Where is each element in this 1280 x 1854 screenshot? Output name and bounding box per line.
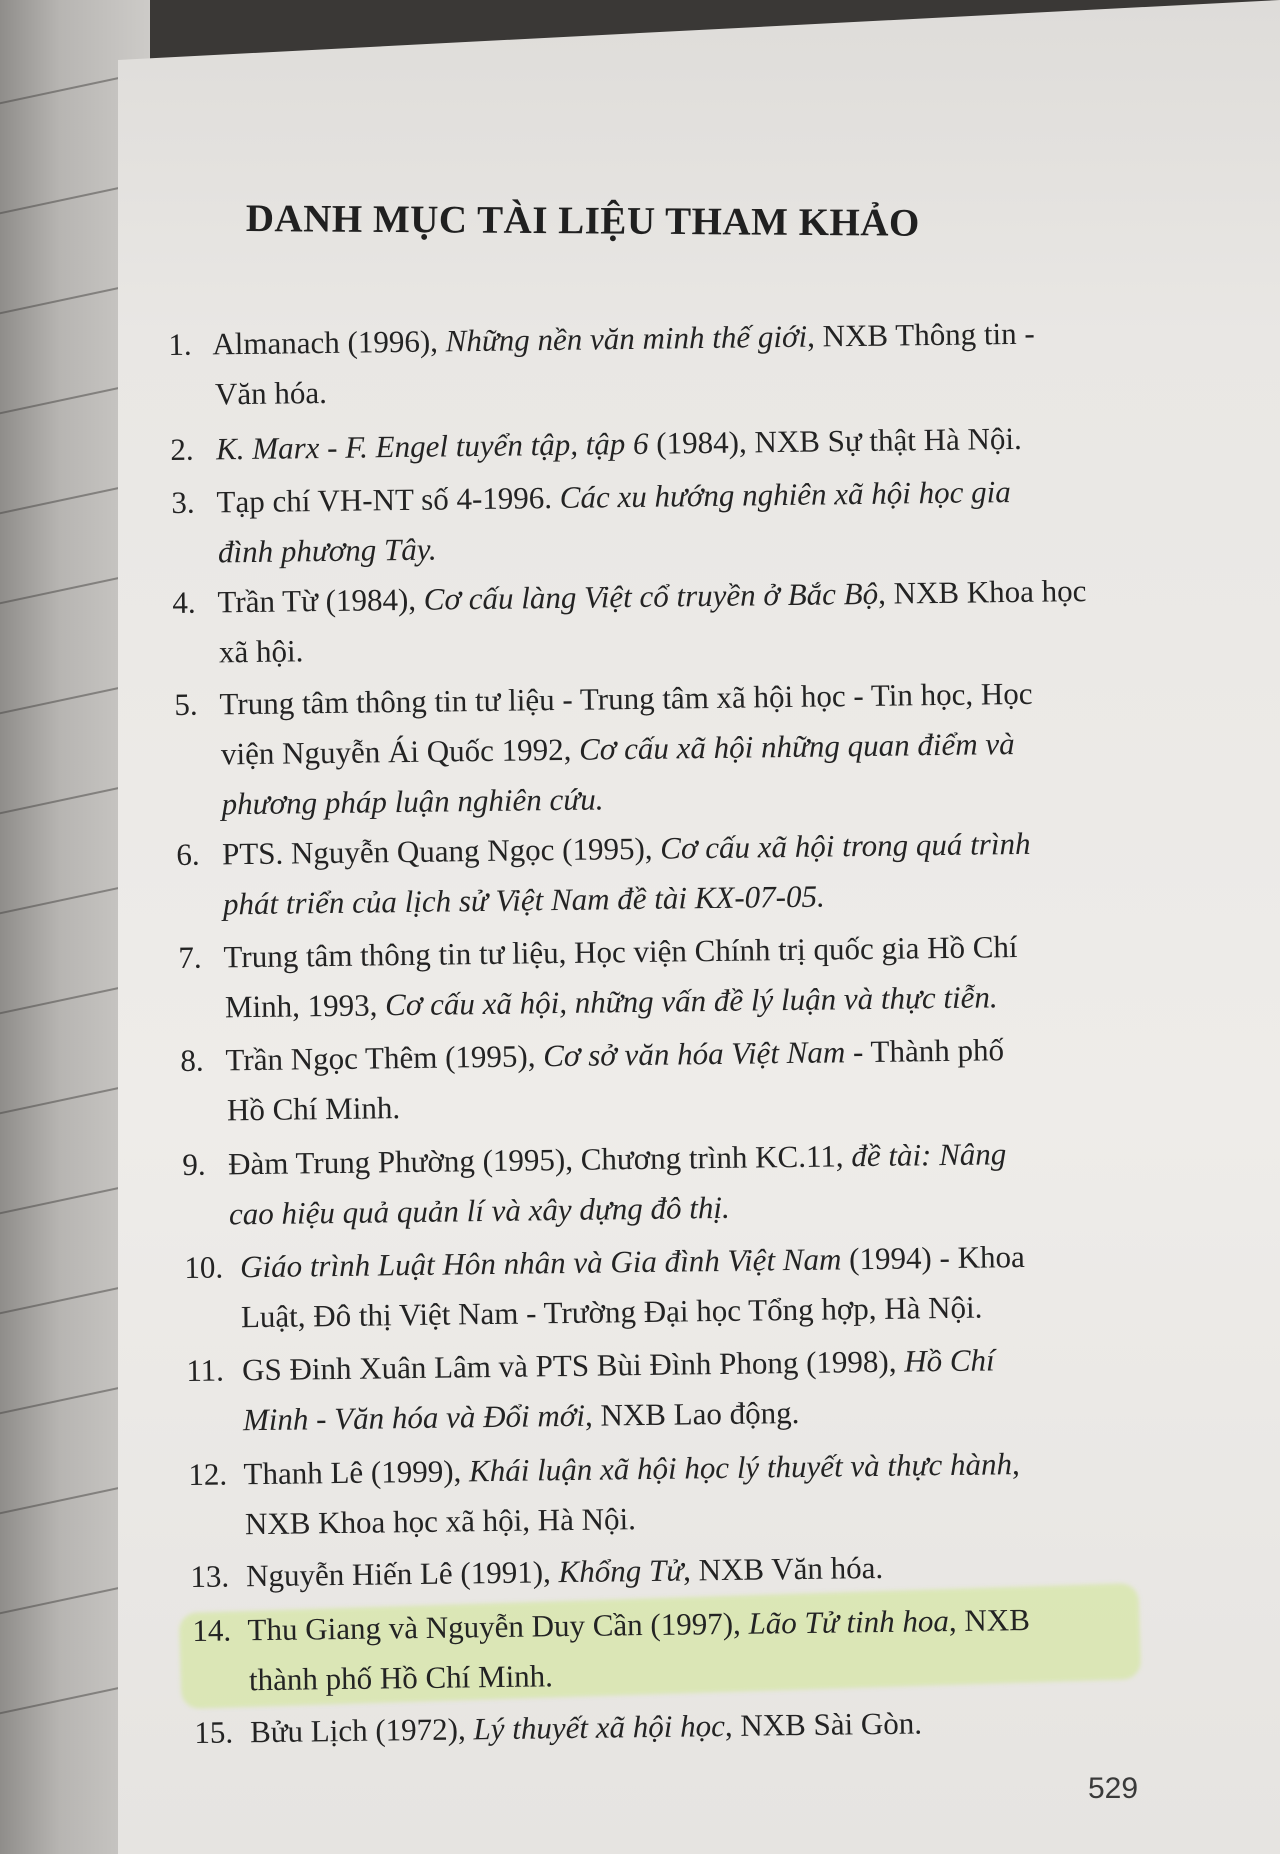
reference-item: 9. Đàm Trung Phường (1995), Chương trình KC.11, đề tài: Nâng cao hiệu quả quản lí và xây dựng đô thị. [182, 1136, 1007, 1232]
reference-item: 13. Nguyễn Hiến Lê (1991), Khổng Tử, NXB Văn hóa. [190, 1549, 884, 1594]
reference-item: 11. GS Đinh Xuân Lâm và PTS Bùi Đình Phong (1998), Hồ Chí Minh - Văn hóa và Đổi mới, NXB Lao động. [186, 1342, 995, 1438]
reference-item: 10. Giáo trình Luật Hôn nhân và Gia đình Việt Nam (1994) - Khoa Luật, Đô thị Việt Nam - Trường Đại học Tổng hợp, Hà Nội. [184, 1238, 1025, 1335]
reference-item: 12. Thanh Lê (1999), Khái luận xã hội học lý thuyết và thực hành, NXB Khoa học xã hội, Hà Nội. [188, 1446, 1020, 1542]
page-number: 529 [1088, 1772, 1139, 1805]
reference-item: 3. Tạp chí VH-NT số 4-1996. Các xu hướng nghiên xã hội học gia đình phương Tây. [171, 474, 1011, 570]
reference-item: 15. Bửu Lịch (1972), Lý thuyết xã hội học, NXB Sài Gòn. [194, 1705, 923, 1750]
reference-item: 5. Trung tâm thông tin tư liệu - Trung tâm xã hội học - Tin học, Học viện Nguyễn Ái Quốc 1992, Cơ cấu xã hội những quan điểm và phương pháp luận nghiên cứu. [174, 675, 1033, 822]
page-title: DANH MỤC TÀI LIỆU THAM KHẢO [245, 196, 921, 245]
reference-item: 1. Almanach (1996), Những nền văn minh thế giới, NXB Thông tin - Văn hóa. [168, 315, 1035, 412]
reference-item: 8. Trần Ngọc Thêm (1995), Cơ sở văn hóa Việt Nam - Thành phố Hồ Chí Minh. [180, 1032, 1005, 1128]
reference-item-highlighted: 14. Thu Giang và Nguyễn Duy Cần (1997), Lão Tử tinh hoa, NXB thành phố Hồ Chí Minh. [192, 1602, 1031, 1698]
reference-item: 4. Trần Từ (1984), Cơ cấu làng Việt cổ truyền ở Bắc Bộ, NXB Khoa học xã hội. [172, 573, 1087, 670]
reference-item: 6. PTS. Nguyễn Quang Ngọc (1995), Cơ cấu xã hội trong quá trình phát triển của lịch sử Việt Nam đề tài KX-07-05. [176, 825, 1031, 922]
reference-item: 7. Trung tâm thông tin tư liệu, Học viện Chính trị quốc gia Hồ Chí Minh, 1993, Cơ cấu xã hội, những vấn đề lý luận và thực tiễn. [178, 929, 1018, 1025]
reference-item: 2. K. Marx - F. Engel tuyển tập, tập 6 (1984), NXB Sự thật Hà Nội. [170, 420, 1023, 467]
